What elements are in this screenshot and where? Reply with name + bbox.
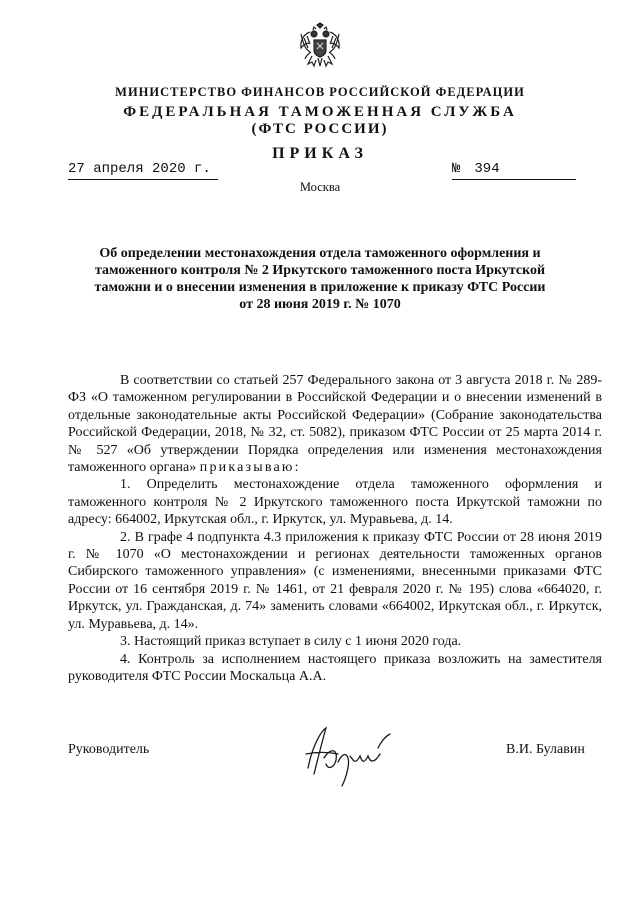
signatory-role: Руководитель [68,742,150,757]
service-abbr: (ФТС РОССИИ) [251,121,389,137]
handwritten-signature [298,718,398,794]
order-item-1: 1. Определить местонахождение отдела таможенного оформления и таможенного контроля № 2 Иркутского таможенного поста Иркутской таможни по адресу: 664002, Иркутская обл., г. Иркутск, ул. Муравьева, д. 14. [68,477,602,528]
city: Москва [299,180,341,194]
order-body [68,372,602,685]
title-line: Об определении местонахождения отдела таможенного оформления и [99,246,541,261]
order-item-2: 2. В графе 4 подпункта 4.3 приложения к приказу ФТС России от 28 июня 2019 г. № 1070 «О местонахождении и регионах деятельности таможенных органов Сибирского таможенного управления» (с изменениями, внесенными приказами ФТС России от 16 сентября 2019 г. № 1461, от 21 февраля 2020 г. № 195) слова «664020, г. Иркутск, ул. Гражданская, д. 74» заменить словами «664002, Иркутская обл., г. Иркутск, ул. Муравьева, д. 14». [68,529,602,632]
order-title [88,245,552,313]
order-number-field [452,161,576,180]
number-sign: № [452,161,461,177]
preamble-paragraph [68,372,602,476]
order-number: 394 [474,161,500,177]
prikazyvayu-word: приказываю: [199,460,301,476]
service-name: ФЕДЕРАЛЬНАЯ ТАМОЖЕННАЯ СЛУЖБА [123,104,517,120]
order-date: 27 апреля 2020 г. [68,161,218,180]
title-line: таможенного контроля № 2 Иркутского таможенного поста Иркутской [94,263,546,278]
coat-of-arms-icon [296,22,344,72]
signatory-name: В.И. Булавин [506,742,585,757]
order-item-3: 3. Настоящий приказ вступает в силу с 1 июня 2020 года. [120,634,462,650]
ministry-name: МИНИСТЕРСТВО ФИНАНСОВ РОССИЙСКОЙ ФЕДЕРАЦИИ [115,85,525,99]
document-type: ПРИКАЗ [272,145,368,162]
preamble-text: В соответствии со статьей 257 Федерального закона от 3 августа 2018 г. № 289-ФЗ «О таможенном регулировании в Российской Федерации и о внесении изменений в отдельные законодательные акты Российской Федерации» (Собрание законодательства Российской Федерации, 2018, № 32, ст. 5082), приказом ФТС России от 25 марта 2014 г. № 527 «Об утверждении Порядка определения или изменения местонахождения таможенного органа» [68,373,602,476]
title-line: таможни и о внесении изменения в приложение к приказу ФТС России [94,280,546,295]
title-line: от 28 июня 2019 г. № 1070 [239,297,401,312]
order-item-4: 4. Контроль за исполнением настоящего приказа возложить на заместителя руководителя ФТС России Москальца А.А. [68,651,602,684]
